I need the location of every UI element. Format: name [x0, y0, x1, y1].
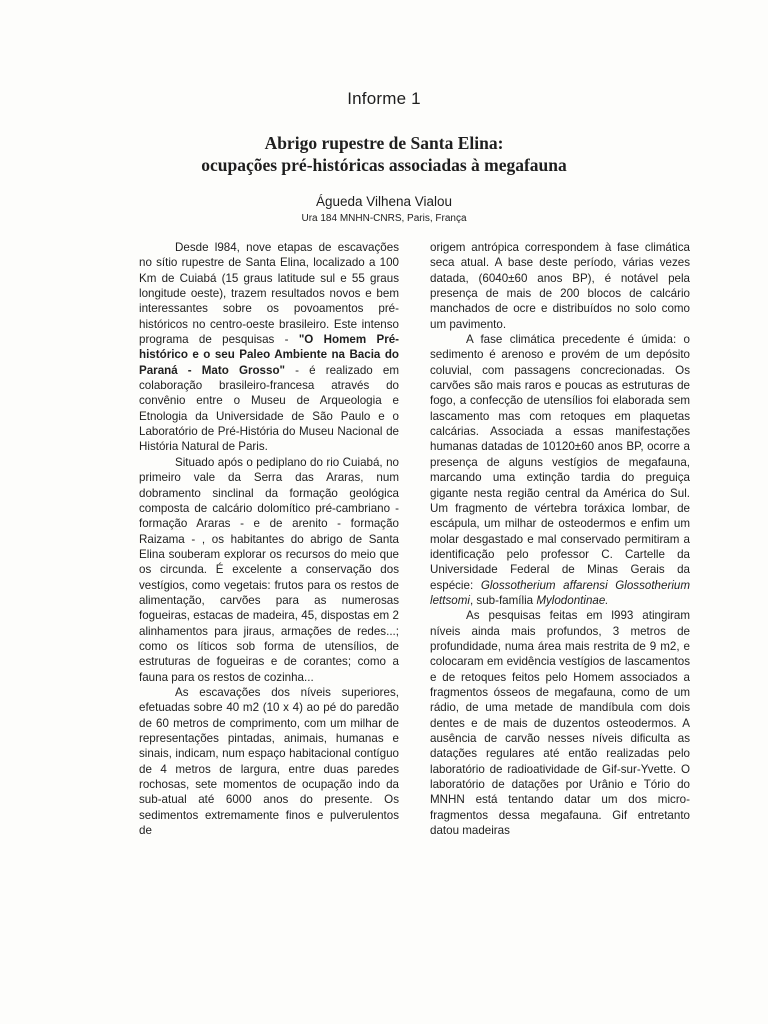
paragraph: Situado após o pediplano do rio Cuiabá, no primeiro vale da Serra das Araras, num dobramento sinclinal da formação geológica composta de calcário dolomítico pré-cambriano - formação Araras - e de arenito - formação Raizama - , os habitantes do abrigo de Santa Elina souberam explorar os recursos do meio que os circunda. É excelente a conservação dos vestígios, como vegetais: frutos para os restos de alimentação, carvões para as numerosas fogueiras, estacas de madeira, 45, dispostas em 2 alinhamentos para jiraus, armações de redes...; como os líticos sob forma de utensílios, de estruturas de fogueiras e de corantes; como a fauna para os restos de cozinha... — [139, 455, 399, 684]
section-label: Informe 1 — [347, 89, 421, 108]
author-name: Águeda Vilhena Vialou — [315, 194, 453, 209]
title-line-2: ocupações pré-históricas associadas à megafauna — [201, 155, 567, 175]
paragraph-text: - é realizado em colaboração brasileiro-francesa através do convênio entre o Museu de Arqueologia e Etnologia da Universidade de São Paulo e o Laboratório de Pré-História do Museu Nacional de História Natural de Paris. — [139, 363, 399, 454]
paragraph-text: Desde l984, nove etapas de escavações no sítio rupestre de Santa Elina, localizado a 100 Km de Cuiabá (15 graus latitude sul e 55 graus longitude oeste), trazem resultados novos e bem interessantes sobre os povoamentos pré-históricos no centro-oeste brasileiro. Este intenso programa de pesquisas - — [139, 241, 399, 347]
paragraph-text: , sub-família — [469, 593, 537, 607]
subfamily-name-italic: Mylodontinae. — [536, 593, 609, 607]
paragraph-text: A fase climática precedente é úmida: o sedimento é arenoso e provém de um depósito coluvial, com passagens concrecionadas. Os carvões são mais raros e poucas as estruturas de fogo, a confecção de utensílios foi elaborada sem lascamento mas com retoques em plaquetas calcárias. Associada a essas manifestações humanas datadas de 10120±60 anos BP, ocorre a presença de alguns vestígios de megafauna, marcando uma extinção tardia do preguiça gigante nesta região central da América do Sul. Um fragmento de vértebra toráxica lombar, de escápula, um milhar de osteodermos e enfim um molar desgastado e mal conservado permitiram a identificação pelo professor C. Cartelle da Universidade Federal de Minas Gerais da espécie: — [430, 333, 690, 592]
paragraph: As pesquisas feitas em l993 atingiram níveis ainda mais profundos, 3 metros de profundidade, numa área mais restrita de 9 m2, e colocaram em evidência vestígios de lascamentos e de retoques feitos pelo Homem associados a fragmentos ósseos de megafauna, como de um rádio, de uma metade de mandíbula com dois dentes e de mais de duzentos osteodermos. A ausência de carvão nesses níveis dificulta as datações regulares até então realizadas pelo laboratório de radioatividade de Gif-sur-Yvette. O laboratório de datações por Urânio e Tório do MNHN está tentando datar um dos micro-fragmentos dessa megafauna. Gif entretanto datou madeiras — [430, 609, 690, 838]
project-name-bold: "O Homem Pré-histórico e o seu Paleo Ambiente na Bacia do Paraná - Mato Grosso" — [139, 333, 400, 377]
title-line-1: Abrigo rupestre de Santa Elina: — [264, 133, 504, 153]
paragraph — [430, 332, 690, 608]
species-name-italic: Glossotherium affarensi Glossotherium lettsomi — [430, 578, 690, 607]
paragraph: As escavações dos níveis superiores, efetuadas sobre 40 m2 (10 x 4) ao pé do paredão de 60 metros de comprimento, com um milhar de representações pintadas, animais, humanas e sinais, indicam, num espaço habitacional contíguo de 4 metros de largura, entre duas paredes rochosas, sete momentos de ocupação indo da sub-atual até 6000 anos do presente. Os sedimentos extremamente finos e pulverulentos de — [139, 685, 399, 838]
paragraph-continued: origem antrópica correspondem à fase climática seca atual. A base deste período, várias vezes datada, (6040±60 anos BP), é notável pela presença de mais de 200 blocos de calcário manchados de ocre e distribuídos no solo como um pavimento. — [430, 241, 690, 331]
right-column — [430, 240, 690, 838]
left-column — [139, 240, 399, 838]
article-title — [0, 132, 768, 176]
author-affiliation: Ura 184 MNHN-CNRS, Paris, França — [301, 213, 467, 224]
paragraph — [139, 240, 399, 455]
